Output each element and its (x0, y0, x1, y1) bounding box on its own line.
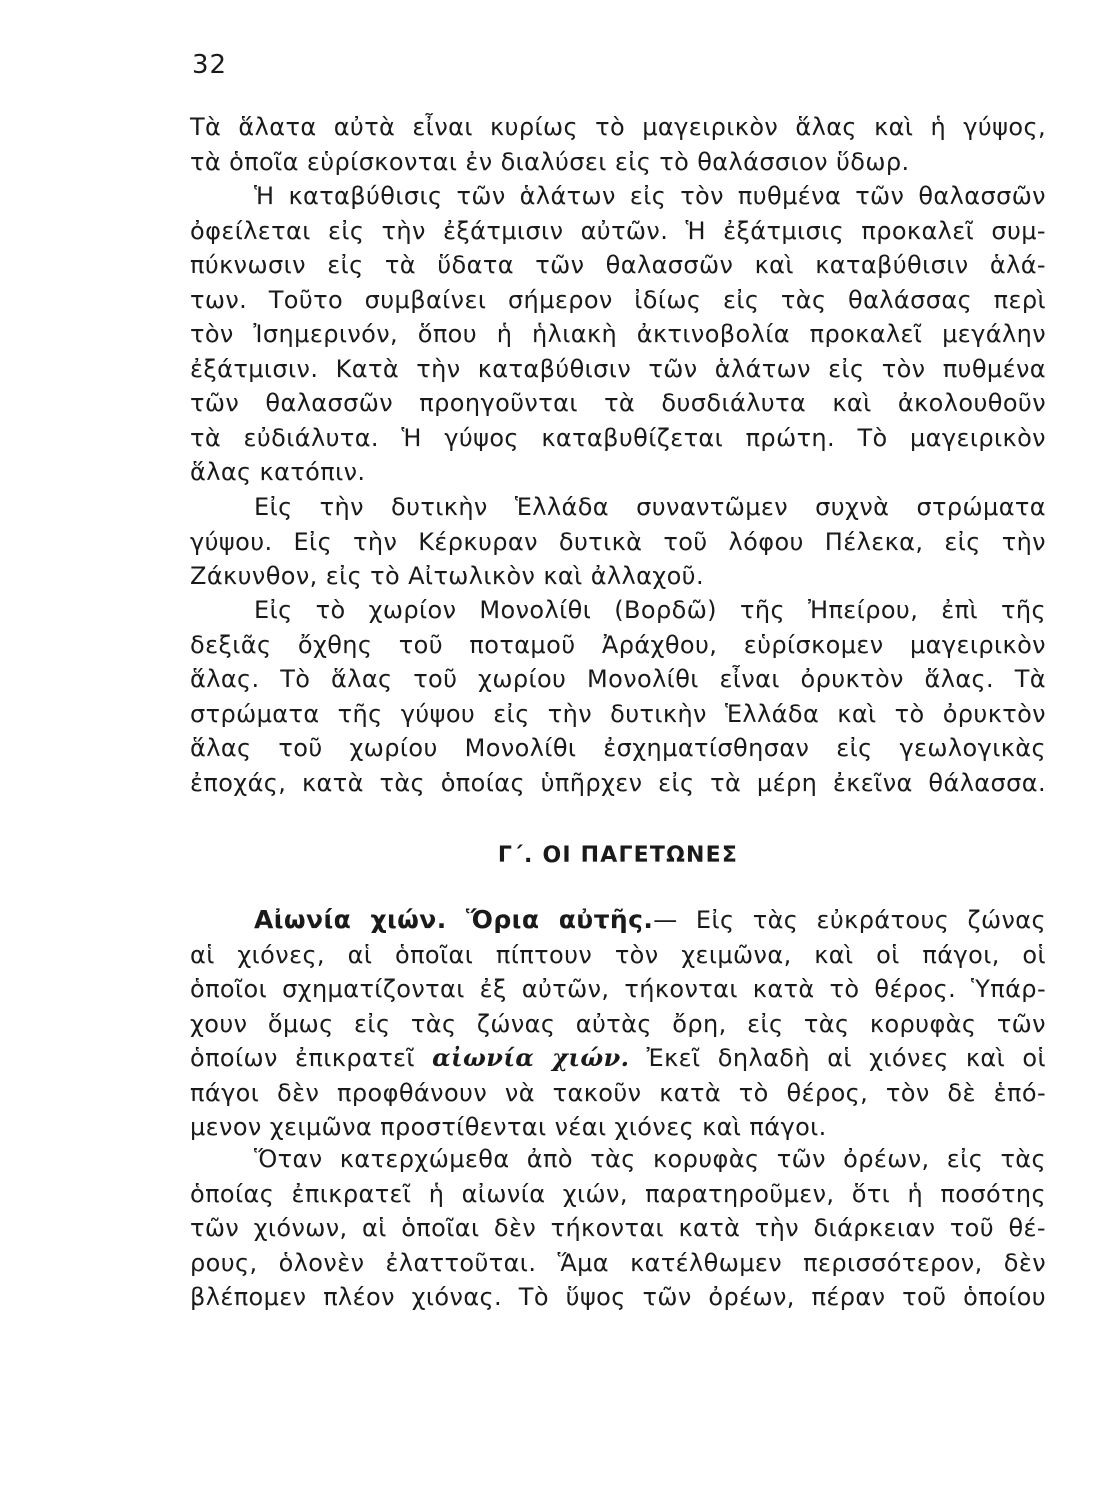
paragraph-west-greece (190, 490, 1046, 594)
lead-rest: — Εἰς τὰς εὐκράτους ζώνας (653, 906, 1046, 934)
text-line: γύψου. Εἰς τὴν Κέρκυραν δυτικὰ τοῦ λόφου Πέλεκα, εἰς τὴν (190, 527, 1046, 556)
text-line: Ἡ καταβύθισις τῶν ἁλάτων εἰς τὸν πυθμένα τῶν θαλασσῶν (254, 182, 1046, 210)
text-line: τῶν χιόνων, αἱ ὁποῖαι δὲν τήκονται κατὰ τὴν διάρκειαν τοῦ θέ- (190, 1214, 1046, 1242)
text-line: ὁποίας ἐπικρατεῖ ἡ αἰωνία χιών, παρατηροῦμεν, ὅτι ἡ ποσότης (190, 1179, 1046, 1208)
text-line: τὸν Ἰσημερινόν, ὅπου ἡ ἡλιακὴ ἀκτινοβολία προκαλεῖ μεγάλην (190, 320, 1046, 348)
emphasized-term: αἰωνία χιών. (432, 1043, 630, 1072)
text-line: αἱ χιόνες, αἱ ὁποῖαι πίπτουν τὸν χειμῶνα, καὶ οἱ πάγοι, οἱ (190, 940, 1046, 969)
section-heading: Γ΄. ΟΙ ΠΑΓΕΤΩΝΕΣ (497, 843, 739, 868)
text-line (190, 903, 1046, 938)
line-end: Ἐκεῖ δηλαδὴ αἱ χιόνες καὶ οἱ (646, 1044, 1046, 1072)
text-line: Εἰς τὸ χωρίον Μονολίθι (Βορδῶ) τῆς Ἠπείρου, ἐπὶ τῆς (254, 596, 1046, 624)
text-line: ἅλας τοῦ χωρίου Μονολίθι ἐσχηματίσθησαν εἰς γεωλογικὰς (190, 734, 1046, 762)
text-line: τὰ εὐδιάλυτα. Ἡ γύψος καταβυθίζεται πρώτη. Τὸ μαγειρικὸν (190, 423, 1046, 452)
bold-lead: Αἰωνία χιών. Ὅρια αὐτῆς. (254, 905, 654, 934)
text-line: τὰ ὁποῖα εὑρίσκονται ἐν διαλύσει εἰς τὸ θαλάσσιον ὕδωρ. (190, 147, 910, 176)
text-line: Τὰ ἅλατα αὐτὰ εἶναι κυρίως τὸ μαγειρικὸν ἅλας καὶ ἡ γύψος, (190, 113, 1046, 141)
paragraph-eternal-snow (190, 903, 1046, 1145)
text-line: πάγοι δὲν προφθάνουν νὰ τακοῦν κατὰ τὸ θέρος, τὸν δὲ ἑπό- (190, 1078, 1046, 1107)
text-line: δεξιᾶς ὄχθης τοῦ ποταμοῦ Ἀράχθου, εὑρίσκομεν μαγειρικὸν (190, 630, 1046, 659)
text-line: ρους, ὁλονὲν ἐλαττοῦται. Ἅμα κατέλθωμεν περισσότερον, δὲν (190, 1248, 1046, 1277)
text-line: Ὅταν κατερχώμεθα ἀπὸ τὰς κορυφὰς τῶν ὀρέων, εἰς τὰς (254, 1145, 1046, 1173)
text-line: των. Τοῦτο συμβαίνει σήμερον ἰδίως εἰς τὰς θαλάσσας περὶ (190, 285, 1046, 314)
text-line: πύκνωσιν εἰς τὰ ὕδατα τῶν θαλασσῶν καὶ καταβύθισιν ἁλά- (190, 251, 1046, 279)
text-line: ὁποῖοι σχηματίζονται ἐξ αὐτῶν, τήκονται κατὰ τὸ θέρος. Ὑπάρ- (190, 975, 1046, 1003)
text-line: ἐξάτμισιν. Κατὰ τὴν καταβύθισιν τῶν ἁλάτων εἰς τὸν πυθμένα (190, 354, 1046, 383)
text-line: ὀφείλεται εἰς τὴν ἐξάτμισιν αὐτῶν. Ἡ ἐξάτμισις προκαλεῖ συμ- (190, 216, 1046, 245)
line-start: ὁποίων ἐπικρατεῖ (190, 1044, 415, 1072)
text-line (190, 1041, 1046, 1076)
text-line: Ζάκυνθον, εἰς τὸ Αἰτωλικὸν καὶ ἀλλαχοῦ. (190, 562, 704, 590)
paragraph-salts (190, 110, 1046, 490)
text-line: μενον χειμῶνα προστίθενται νέαι χιόνες καὶ πάγοι. (190, 1113, 827, 1141)
text-line: ἅλας. Τὸ ἅλας τοῦ χωρίου Μονολίθι εἶναι ὀρυκτὸν ἅλας. Τὰ (190, 665, 1046, 693)
text-line: στρώματα τῆς γύψου εἰς τὴν δυτικὴν Ἑλλάδα καὶ τὸ ὀρυκτὸν (190, 699, 1046, 728)
text-line: τῶν θαλασσῶν προηγοῦνται τὰ δυσδιάλυτα καὶ ἀκολουθοῦν (190, 389, 1046, 417)
page-number: 32 (192, 50, 228, 80)
text-line: ἅλας κατόπιν. (190, 458, 366, 486)
paragraph-monolithi (190, 593, 1046, 800)
text-line: Εἰς τὴν δυτικὴν Ἑλλάδα συναντῶμεν συχνὰ στρώματα (254, 493, 1046, 521)
text-line: χουν ὅμως εἰς τὰς ζώνας αὐτὰς ὄρη, εἰς τὰς κορυφὰς τῶν (190, 1009, 1046, 1038)
paragraph-snow-descent (190, 1142, 1046, 1315)
text-line: βλέπομεν πλέον χιόνας. Τὸ ὕψος τῶν ὀρέων, πέραν τοῦ ὁποίου (190, 1283, 1046, 1311)
text-line: ἐποχάς, κατὰ τὰς ὁποίας ὑπῆρχεν εἰς τὰ μέρη ἐκεῖνα θάλασσα. (190, 768, 1046, 797)
